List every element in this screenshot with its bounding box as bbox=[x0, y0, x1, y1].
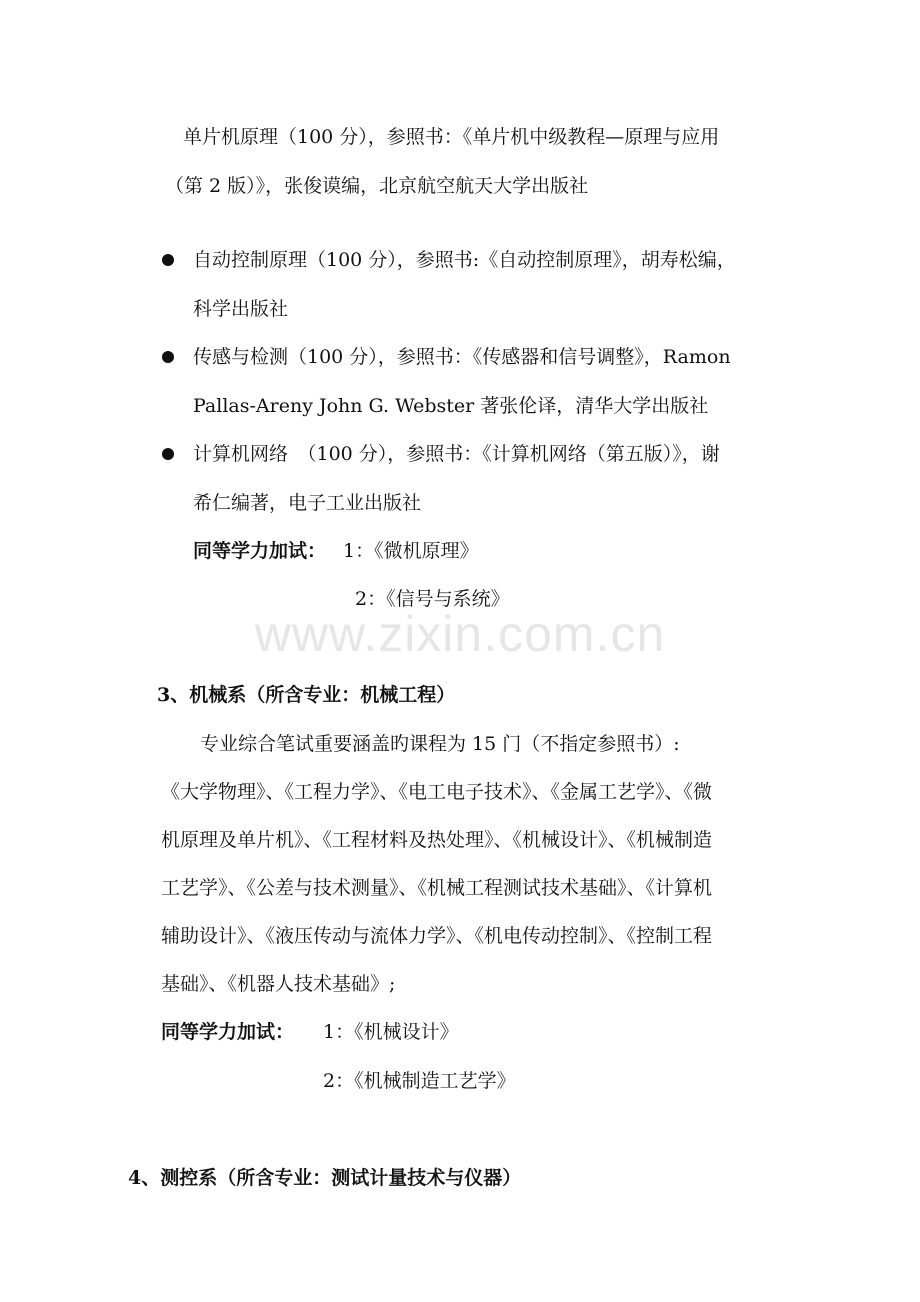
section-heading: 4、测控系（所含专业：测试计量技术与仪器） bbox=[128, 1167, 522, 1189]
section-heading: 3、机械系（所含专业：机械工程） bbox=[157, 684, 456, 706]
course-list-line: 工艺学》、《公差与技术测量》、《机械工程测试技术基础》、《计算机 bbox=[161, 877, 713, 899]
course-item-2-line-1: 传感与检测（100 分），参照书：《传感器和信号调整》，Ramon bbox=[193, 346, 731, 368]
mcu-course-line-2: （第 2 版）》，张俊谟编，北京航空航天大学出版社 bbox=[165, 175, 589, 197]
section-intro: 专业综合笔试重要涵盖旳课程为 15 门（不指定参照书）: bbox=[200, 733, 680, 755]
extra-exam-label: 同等学力加试： bbox=[193, 540, 327, 562]
extra-exam-label: 同等学力加试： bbox=[161, 1021, 295, 1043]
course-item-2-line-2: Pallas-Areny John G. Webster 著张伦译，清华大学出版社 bbox=[193, 395, 709, 417]
course-item-3-line-2: 希仁编著，电子工业出版社 bbox=[193, 492, 422, 514]
extra-exam-item-1: 1：《机械设计》 bbox=[323, 1021, 459, 1043]
bullet-icon bbox=[162, 254, 174, 266]
watermark: www.zixin.com.cn bbox=[254, 606, 666, 662]
course-item-1-line-1: 自动控制原理（100 分），参照书:《自动控制原理》，胡寿松编， bbox=[193, 249, 736, 271]
bullet-icon bbox=[162, 448, 174, 460]
bullet-icon bbox=[162, 351, 174, 363]
course-item-1-line-2: 科学出版社 bbox=[193, 298, 289, 320]
extra-exam-item-2: 2：《信号与系统》 bbox=[355, 588, 510, 610]
course-list-line: 基础》、《机器人技术基础》; bbox=[161, 973, 396, 995]
course-list-line: 机原理及单片机》、《工程材料及热处理》、《机械设计》、《机械制造 bbox=[161, 829, 713, 851]
course-list-line: 《大学物理》、《工程力学》、《电工电子技术》、《金属工艺学》、《微 bbox=[161, 781, 713, 803]
mcu-course-line-1: 单片机原理（100 分），参照书：《单片机中级教程—原理与应用 bbox=[183, 126, 720, 148]
extra-exam-item-2: 2：《机械制造工艺学》 bbox=[323, 1070, 516, 1092]
course-list-line: 辅助设计》、《液压传动与流体力学》、《机电传动控制》、《控制工程 bbox=[161, 925, 713, 947]
extra-exam-item-1: 1：《微机原理》 bbox=[343, 540, 479, 562]
course-item-3-line-1: 计算机网络 （100 分），参照书：《计算机网络（第五版）》，谢 bbox=[193, 443, 720, 465]
